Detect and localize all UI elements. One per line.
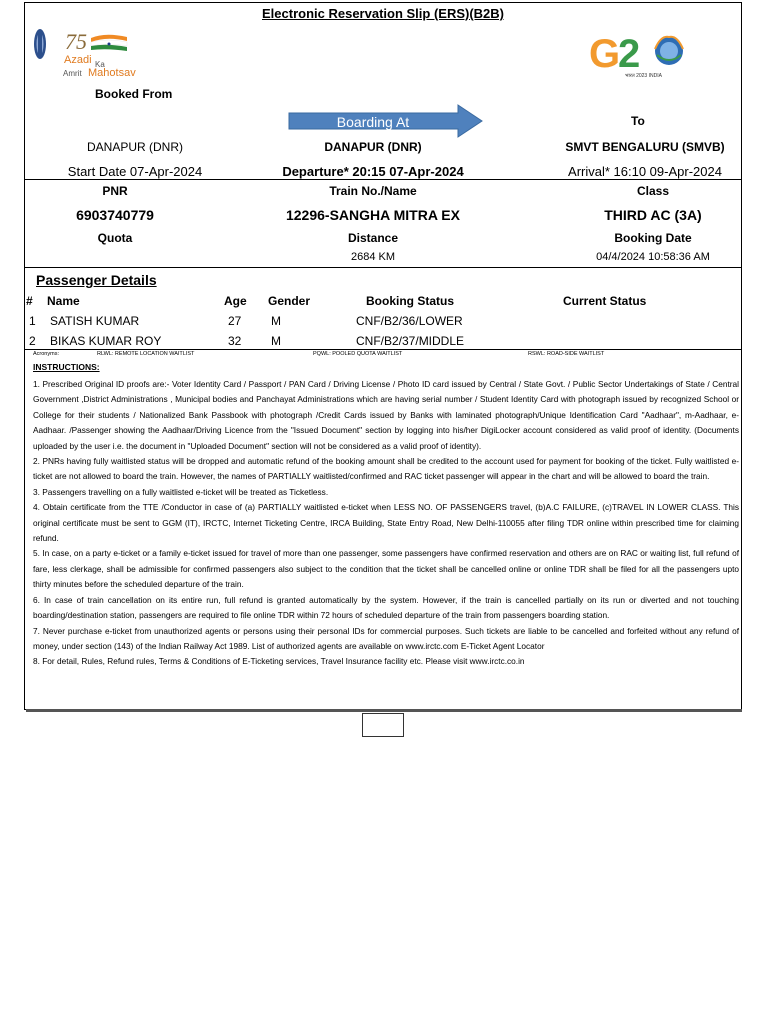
departure-time: Departure* 20:15 07-Apr-2024 [282, 164, 464, 179]
national-emblem-icon [32, 27, 48, 61]
acronyms-label: Acronyms: [33, 351, 59, 357]
to-station: SMVT BENGALURU (SMVB) [565, 140, 725, 154]
booking-date-label: Booking Date [614, 231, 692, 245]
instruction-item: 7. Never purchase e-ticket from unauthorized agents or persons using their personal IDs for commercial purposes. Such tickets are liable to be cancelled and forfeited without any refund of money, under section (143) of the Indian Railway Act 1989. List of authorized agents are available on www.irctc.com E-Ticket Agent Locator [33, 625, 739, 651]
boarding-at-label: Boarding At [336, 114, 410, 130]
instruction-item: 3. Passengers travelling on a fully waitlisted e-ticket will be treated as Ticketless. [33, 486, 329, 497]
divider [25, 349, 741, 350]
to-label: To [631, 114, 645, 128]
train-value: 12296-SANGHA MITRA EX [285, 207, 460, 223]
column-header-booking-status: Booking Status [366, 294, 455, 308]
start-date: Start Date 07-Apr-2024 [67, 164, 203, 179]
acronym-rswl: RSWL: ROAD-SIDE WAITLIST [528, 351, 605, 357]
distance-label: Distance [347, 231, 399, 245]
column-header-number: # [26, 294, 33, 308]
instruction-item: 2. PNRs having fully waitlisted status will be dropped and automatic refund of the booking amount shall be credited to the account used for payment for booking of the ticket. Fully waitlisted e-ticket are not allowed to board the train. However, the names of PARTIALLY waitlisted/confirmed and RAC ticket passenger will appear in the chart and will be allowed to board the train. [33, 456, 739, 482]
class-label: Class [636, 184, 670, 198]
passenger-age: 27 [228, 314, 242, 328]
distance-value: 2684 KM [350, 251, 396, 263]
g20-emblem-icon [585, 25, 701, 75]
azadi-ka-amrit-mahotsav-logo: 75 Azadi Ka Amrit Mahotsav [63, 29, 136, 79]
passenger-number: 2 [29, 334, 36, 348]
passenger-gender: M [271, 334, 281, 348]
booked-from-label: Booked From [95, 87, 173, 101]
svg-text:G: G [589, 32, 621, 75]
slip-bottom-edge [26, 709, 742, 712]
instruction-item: 8. For detail, Rules, Refund rules, Terms & Conditions of E-Ticketing services, Travel Insurance facility etc. Please visit www.irctc.co.in [33, 656, 525, 667]
from-station: DANAPUR (DNR) [87, 140, 183, 154]
pnr-label: PNR [102, 184, 128, 198]
passenger-name: BIKAS KUMAR ROY [50, 334, 162, 348]
passenger-booking-status: CNF/B2/37/MIDDLE [356, 334, 465, 348]
passenger-booking-status: CNF/B2/36/LOWER [356, 314, 463, 328]
column-header-current-status: Current Status [563, 294, 647, 308]
train-label: Train No./Name [329, 184, 417, 198]
column-header-name: Name [47, 294, 80, 308]
slip-title: Electronic Reservation Slip (ERS)(B2B) [262, 6, 504, 21]
tricolour-flag-icon [65, 29, 129, 55]
instructions-heading: INSTRUCTIONS: [33, 362, 100, 372]
boarding-station: DANAPUR (DNR) [324, 140, 422, 154]
instruction-item: 5. In case, on a party e-ticket or a family e-ticket issued for travel of more than one passenger, some passengers have confirmed reservation and others are on RAC or waiting list, full refund of fare, less clerkage, shall be admissible for confirmed passengers also subject to the condition that the ticket shall be cancelled online or online TDR shall be filed for all the passengers upto thirty minutes before the scheduled departure of the train. [33, 548, 739, 590]
pnr-value: 6903740779 [76, 207, 154, 223]
svg-text:75: 75 [65, 29, 87, 54]
g20-logo: G 2 भारत 2023 INDIA [585, 25, 701, 85]
passenger-age: 32 [228, 334, 242, 348]
passenger-gender: M [271, 314, 281, 328]
empty-box [362, 713, 404, 737]
passenger-number: 1 [29, 314, 36, 328]
instruction-item: 6. In case of train cancellation on its entire run, full refund is granted automatically by the system. However, if the train is cancelled partially on its run or diverted and not touching boarding/destination station, passengers are required to file online TDR within 72 hours of scheduled departure of the train from passengers boarding station. [33, 594, 739, 621]
passenger-details-title: Passenger Details [36, 272, 157, 288]
passenger-name: SATISH KUMAR [50, 314, 140, 328]
reservation-slip [24, 2, 742, 710]
acronym-rlwl: RLWL: REMOTE LOCATION WAITLIST [97, 351, 195, 357]
instructions-list [33, 377, 739, 670]
class-value: THIRD AC (3A) [604, 207, 702, 223]
instruction-item: 4. Obtain certificate from the TTE /Conductor in case of (a) PARTIALLY waitlisted e-ticket when LESS NO. OF PASSENGERS travel, (b)A.C FAILURE, (c)TRAVEL IN LOWER CLASS. This original certificate must be sent to GGM (IT), IRCTC, Internet Ticketing Centre, IRCA Building, State Entry Road, New Delhi-110055 after filing TDR online within prescribed time for claiming refund. [33, 502, 739, 544]
acronym-pqwl: PQWL: POOLED QUOTA WAITLIST [313, 351, 403, 357]
divider [25, 267, 741, 268]
svg-text:2: 2 [618, 32, 641, 75]
arrival-time: Arrival* 16:10 09-Apr-2024 [568, 164, 722, 179]
column-header-age: Age [224, 294, 247, 308]
booking-date-value: 04/4/2024 10:58:36 AM [596, 251, 710, 263]
instruction-item: 1. Prescribed Original ID proofs are:- Voter Identity Card / Passport / PAN Card / Driving License / Photo ID card issued by Central / State Govt. / Public Sector Undertakings of State / Central Government ,District Administrations , Municipal bodies and Panchayat Administrations which are having serial number / Student Identity Card with photograph issued by recognized School or College for their students / Nationalized Bank Passbook with photograph /Credit Cards issued by Banks with laminated photograph/Unique Identification Card "Aadhaar", m-Aadhaar, e-Aadhaar. /Passenger showing the Aadhaar/Driving Licence from the "Issued Document" section by logging into his/her DigiLocker account considered as valid proof of identity. (Documents uploaded by the user i.e. the document in "Uploaded Document" section will not be considered as a valid proof of identity). [33, 379, 739, 451]
column-header-gender: Gender [268, 294, 311, 308]
quota-label: Quota [97, 231, 133, 245]
divider [25, 179, 741, 180]
